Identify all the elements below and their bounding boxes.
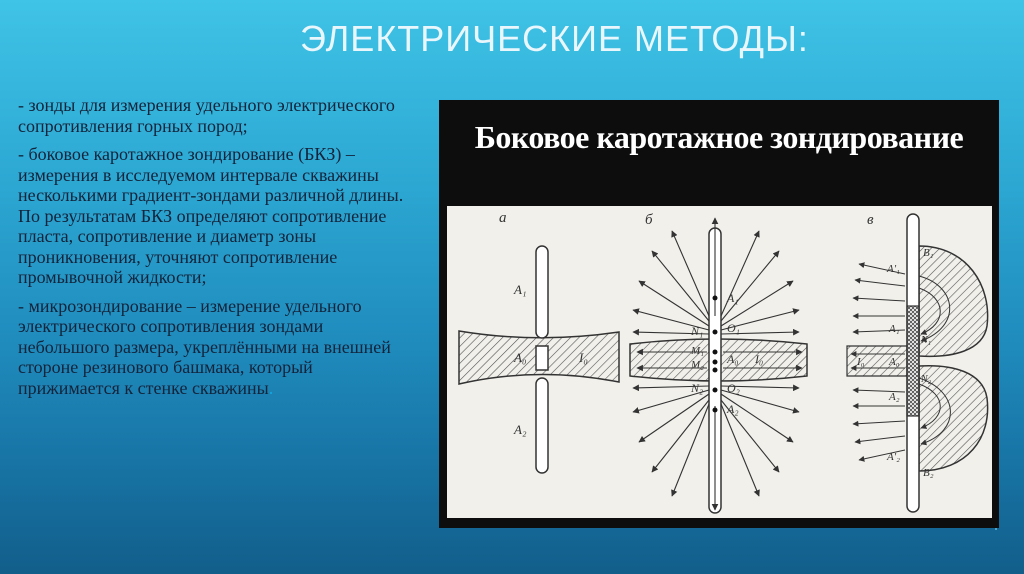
label-b-A2: A₂ — [727, 402, 739, 416]
paragraph-probes: - зонды для измерения удельного электрического сопротивления горных пород; — [18, 95, 395, 136]
body-text — [18, 95, 418, 406]
label-c-A2: A₂ — [889, 391, 900, 403]
label-b-A1: A₁ — [727, 291, 739, 305]
label-c-I0: I₀ — [857, 356, 865, 368]
diagram — [447, 206, 992, 518]
panel-a-probe-lower — [536, 378, 548, 473]
label-c-N2: N₂ — [921, 374, 932, 385]
panel-a-letter: а — [499, 210, 507, 226]
label-b-M2: M₂ — [691, 359, 704, 371]
label-c-A0: A₀ — [889, 356, 900, 368]
label-b-N2: N₂ — [691, 381, 704, 395]
label-a-A1: A₁ — [514, 282, 527, 297]
trailing-dot: . — [268, 377, 274, 398]
panel-c-letter: в — [867, 212, 874, 228]
panel-c-focus-electrode — [907, 306, 919, 416]
diagram-svg — [447, 206, 992, 518]
label-c-A2p: A′₂ — [887, 451, 900, 463]
panel-b-letter: б — [645, 212, 653, 228]
paragraph-microprobing-text: - микрозондирование – измерение удельного электрического сопротивления зондами небольшого размера, укреплёнными на внешней стороне резинового башмака, который прижимается к стенке скважины — [18, 295, 391, 398]
label-b-N1: N₁ — [691, 324, 704, 338]
slide-title: ЭЛЕКТРИЧЕСКИЕ МЕТОДЫ: — [300, 18, 809, 59]
label-c-B2: B₂ — [923, 467, 934, 479]
paragraph-microprobing — [18, 296, 418, 399]
label-b-M1: M₁ — [691, 345, 704, 357]
label-a-A0: A₀ — [514, 350, 527, 365]
panel-a-probe-upper — [536, 246, 548, 338]
label-b-A0: A₀ — [727, 352, 739, 366]
label-b-O2: O₂ — [727, 381, 740, 395]
panel-a — [459, 210, 619, 473]
panel-a-electrode-a0 — [536, 346, 548, 370]
panel-c — [847, 212, 988, 512]
figure-title: Боковое каротажное зондирование — [474, 119, 964, 155]
label-b-I0: I₀ — [755, 352, 764, 366]
figure-panel — [439, 100, 999, 528]
paragraph-bkz: - боковое каротажное зондирование (БКЗ) – измерения в исследуемом интервале скважины несколькими градиент-зондами различной длины. По результатам БКЗ определяют сопротивление пласта, сопротивление и диаметр зоны проникновения, уточняют сопротивление промывочной жидкости; — [18, 144, 404, 287]
label-c-A1p: A′₁ — [887, 263, 900, 275]
label-c-A1: A₁ — [889, 323, 900, 335]
panel-b — [630, 212, 807, 513]
label-c-B1: B₁ — [923, 247, 934, 259]
label-b-O1: O₁ — [727, 321, 740, 335]
label-a-A2: A₂ — [514, 422, 527, 437]
label-c-N1: N₁ — [921, 335, 932, 346]
label-a-I0: I₀ — [579, 350, 588, 365]
